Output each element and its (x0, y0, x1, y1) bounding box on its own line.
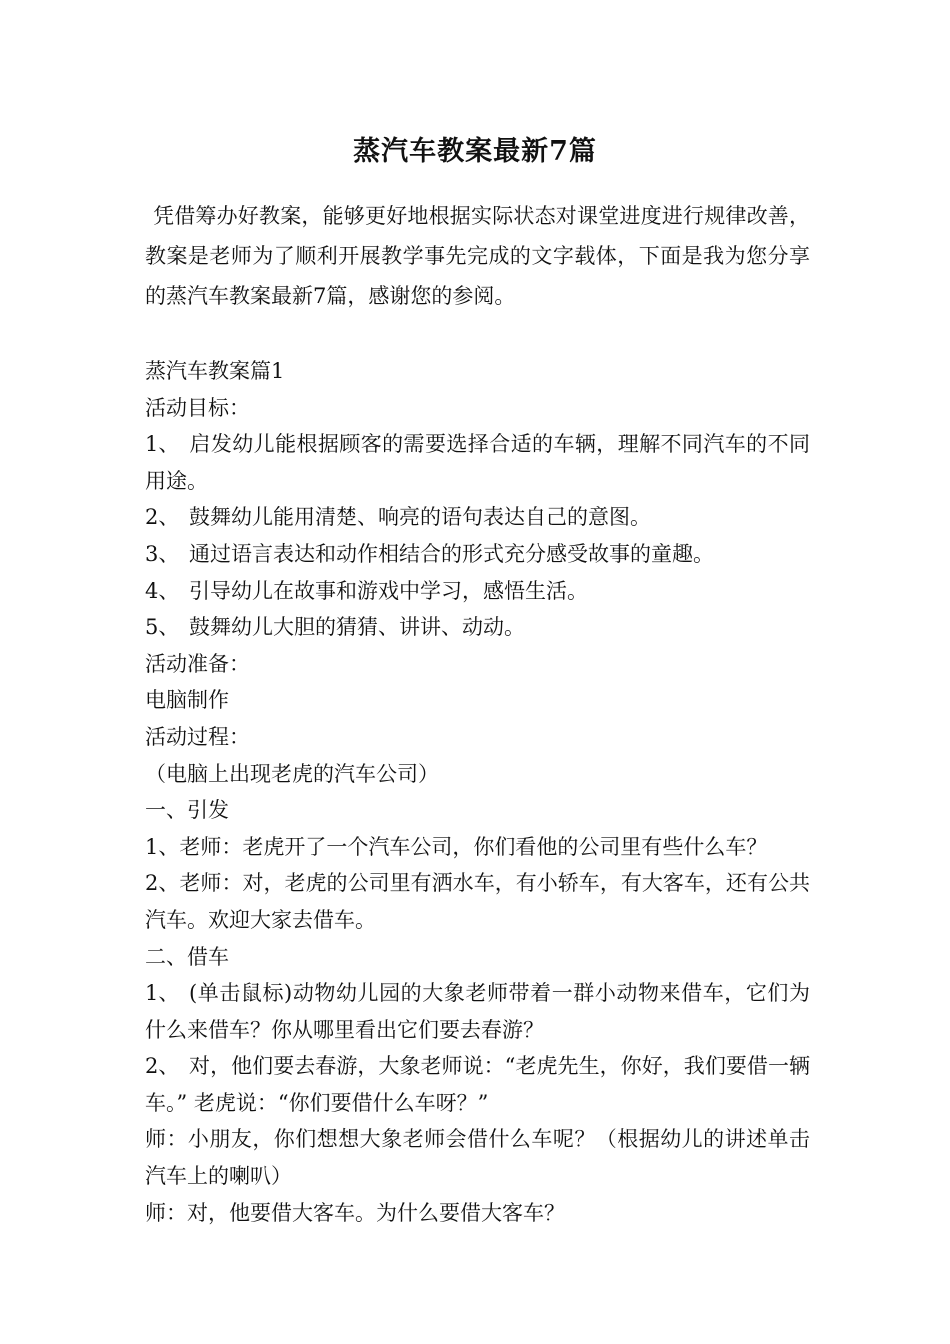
goal-item (145, 426, 810, 499)
part2-text: 对，他们要去春游，大象老师说：“老虎先生，你好，我们要借一辆车。” 老虎说：“你们要借什么车呀？” (145, 1054, 810, 1115)
section-heading: 蒸汽车教案篇1 (145, 359, 285, 383)
prep-text: 电脑制作 (145, 688, 229, 713)
goal-item (145, 536, 810, 573)
goal-number: 3、 (145, 541, 180, 566)
part2-number: 2、 (145, 1054, 180, 1079)
intro-paragraph: 凭借筹办好教案，能够更好地根据实际状态对课堂进度进行规律改善，教案是老师为了顺利开展教学事先完成的文字载体，下面是我为您分享的蒸汽车教案最新7篇，感谢您的参阅。 (145, 204, 810, 308)
goal-number: 2、 (145, 505, 180, 530)
goal-text: 启发幼儿能根据顾客的需要选择合适的车辆，理解不同汽车的不同用途。 (145, 432, 810, 493)
part2-number: 1、 (145, 981, 180, 1006)
part1-item: 1、老师：老虎开了一个汽车公司，你们看他的公司里有些什么车？ (145, 834, 768, 859)
prep-label: 活动准备： (145, 651, 250, 676)
goal-number: 5、 (145, 615, 180, 640)
part2-item (145, 1048, 810, 1121)
lesson-plan-section (145, 353, 810, 1231)
goal-text: 鼓舞幼儿大胆的猜猜、讲讲、动动。 (189, 615, 525, 640)
process-note: （电脑上出现老虎的汽车公司） (145, 761, 439, 786)
part2-heading: 二、借车 (145, 944, 229, 969)
goal-item (145, 573, 810, 610)
teacher-line: 师：对，他要借大客车。为什么要借大客车？ (145, 1200, 565, 1225)
goal-number: 4、 (145, 578, 180, 603)
part2-item (145, 975, 810, 1048)
document-title: 蒸汽车教案最新7篇 (353, 136, 597, 167)
goal-text: 通过语言表达和动作相结合的形式充分感受故事的童趣。 (189, 541, 714, 566)
process-label: 活动过程： (145, 724, 250, 749)
goal-text: 鼓舞幼儿能用清楚、响亮的语句表达自己的意图。 (189, 505, 651, 530)
part2-text: (单击鼠标)动物幼儿园的大象老师带着一群小动物来借车，它们为什么来借车？你从哪里看出它们要去春游？ (145, 981, 810, 1042)
goal-number: 1、 (145, 432, 180, 457)
goals-label: 活动目标： (145, 395, 250, 420)
document-body (145, 196, 810, 1231)
goal-text: 引导幼儿在故事和游戏中学习，感悟生活。 (189, 578, 588, 603)
paragraph-spacer (145, 316, 810, 353)
part1-heading: 一、引发 (145, 798, 229, 823)
teacher-line: 师：小朋友，你们想想大象老师会借什么车呢？（根据幼儿的讲述单击汽车上的喇叭） (145, 1127, 810, 1189)
part1-item: 2、老师：对，老虎的公司里有洒水车，有小轿车，有大客车，还有公共汽车。欢迎大家去借车。 (145, 871, 810, 932)
goal-item (145, 609, 810, 646)
goal-item (145, 499, 810, 536)
